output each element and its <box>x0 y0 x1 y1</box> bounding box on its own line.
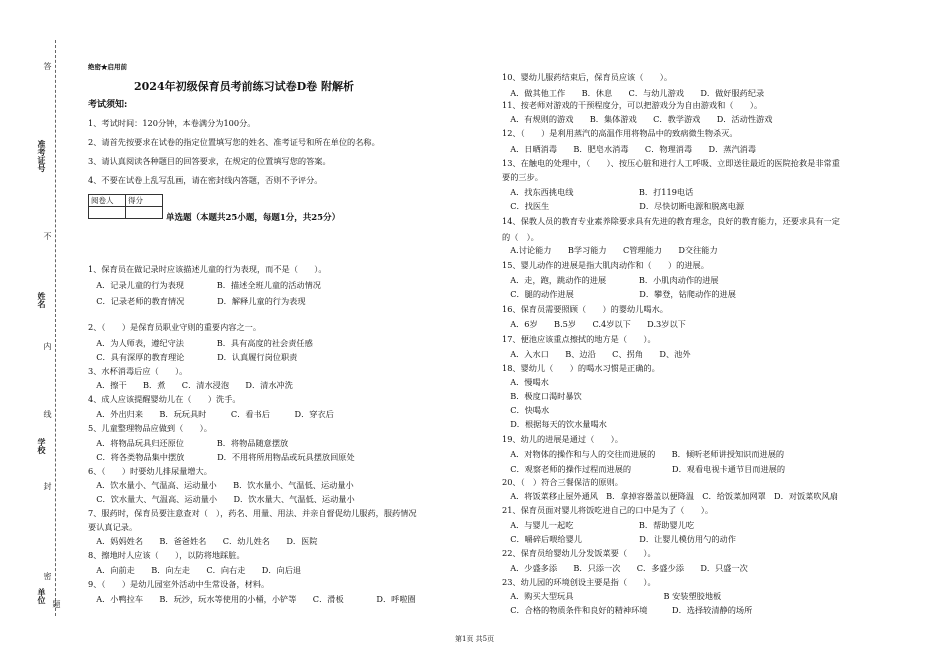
question-line: 18、婴幼儿（ ）的喝水习惯是正确的。 <box>502 363 660 373</box>
question-line: A．有规则的游戏 B．集体游戏 C．教学游戏 D．活动性游戏 <box>502 114 773 124</box>
question-line: 20、（ ）符合三餐保洁的原则。 <box>502 477 623 487</box>
question-line: A．找东西挑电线 B．打119电话 <box>502 187 694 197</box>
question-line: 11、按老师对游戏的干预程度分，可以把游戏分为自由游戏和（ ）。 <box>502 100 763 110</box>
question-line: A．少盛多添 B．只添一次 C．多盛少添 D．只盛一次 <box>502 563 748 573</box>
question-line: 9、（ ）是幼儿园室外活动中生常设备，材料。 <box>88 579 270 589</box>
question-line: C．具有深厚的教育理论 D．认真履行岗位职责 <box>88 352 298 362</box>
question-line: B．极度口渴时暴饮 <box>502 391 582 401</box>
grading-table <box>88 194 163 219</box>
question-line: 12、（ ）是利用蒸汽的高温作用将物品中的致病微生物杀灭。 <box>502 128 738 138</box>
page-footer: 第1页 共5页 <box>455 635 495 643</box>
question-line: A．与婴儿一起吃 B．帮助婴儿吃 <box>502 520 695 530</box>
secret-label: 绝密★启用前 <box>88 63 127 71</box>
question-line: 14、保教人员的教育专业素养除要求具有先进的教育理念，良好的教育能力，还要求具有一定 <box>502 216 840 226</box>
question-line: 16、保育员需要照顾（ ）的婴幼儿喝水。 <box>502 304 668 314</box>
unit-label: 单位 <box>37 588 47 604</box>
notice-item: 1、考试时间：120分钟，本卷满分为100分。 <box>88 118 256 128</box>
notice-item: 4、不要在试卷上乱写乱画，请在密封线内答题，否则不予评分。 <box>88 175 323 185</box>
question-line: 要的三步。 <box>502 172 543 182</box>
question-line: A．入水口 B、边沿 C、拐角 D、池外 <box>502 349 691 359</box>
question-line: 6、（ ）时要幼儿排尿量增大。 <box>88 466 212 476</box>
question-line: A．妈妈姓名 B．爸爸姓名 C．幼儿姓名 D．医院 <box>88 536 318 546</box>
section-title: 单选题（本题共25小题，每题1分，共25分） <box>166 213 341 223</box>
question-line: A.讨论能力 B学习能力 C管理能力 D交往能力 <box>502 245 718 255</box>
question-line: A．擦干 B．煮 C．清水浸泡 D．清水冲洗 <box>88 380 293 390</box>
question-line: C．腿的动作进展 D．攀登，钻爬动作的进展 <box>502 289 736 299</box>
question-line: 4、成人应该提醒婴幼儿在（ ）洗手。 <box>88 394 241 404</box>
question-line: A．将物品玩具归还原位 B．将物品随意摆放 <box>88 438 289 448</box>
question-line: A．饮水量小、气温高、运动量小 B．饮水量小、气温低、运动量小 <box>88 480 354 490</box>
notice-item: 2、请首先按要求在试卷的指定位置填写您的姓名、准考证号和所在单位的名称。 <box>88 137 380 147</box>
question-line: A．日晒消毒 B．肥皂水消毒 C．物理消毒 D．蒸汽消毒 <box>502 144 757 154</box>
grader-blank <box>89 207 126 219</box>
question-line: A．购买大型玩具 B 安装塑胶地板 <box>502 591 722 601</box>
question-line: C．快喝水 <box>502 405 550 415</box>
question-line: 19、幼儿的进展是通过（ ）。 <box>502 434 623 444</box>
question-line: C．嚼碎后喂给婴儿 D．让婴儿模仿用勺的动作 <box>502 534 736 544</box>
question-line: 要认真记录。 <box>88 522 138 532</box>
notice-item: 3、请认真阅读各种题目的回答要求，在规定的位置填写您的答案。 <box>88 156 331 166</box>
district-label: 题 <box>52 600 61 608</box>
question-line: C．将各类物品集中摆放 D．不用将所用物品或玩具摆放回原处 <box>88 452 355 462</box>
question-line: A．走，跑，跳动作的进展 B．小肌肉动作的进展 <box>502 275 719 285</box>
name-label: 姓名 <box>37 292 47 308</box>
question-line: 5、儿童整理物品应做到（ ）。 <box>88 423 212 433</box>
question-line: 22、保育员给婴幼儿分发饭菜要（ ）。 <box>502 548 656 558</box>
question-line: C．找医生 D．尽快切断电源和脱离电源 <box>502 201 745 211</box>
question-line: 13、在触电的处理中，（ ）、按压心脏和进行人工呼吸、立即送往最近的医院抢救是非常重 <box>502 158 840 168</box>
seal-char: 封 <box>43 482 52 490</box>
question-line: 17、便池应该重点擦拭的地方是（ ）。 <box>502 334 656 344</box>
seal-char: 内 <box>43 342 52 350</box>
question-line: C．饮水量大、气温高、运动量小 D．饮水量大、气温低、运动量小 <box>88 494 355 504</box>
grader-cell: 阅卷人 <box>89 195 126 207</box>
question-line: C．记录老师的教育情况 D．解释儿童的行为表现 <box>88 296 306 306</box>
question-line: 15、婴儿动作的进展是指大肌肉动作和（ ）的进展。 <box>502 260 709 270</box>
school-label: 学校 <box>37 438 47 454</box>
question-line: 10、婴幼儿服药结束后，保育员应该（ ）。 <box>502 72 673 82</box>
question-line: A．将饭菜移止屋外通风 B．拿掉容器盖以便降温 C．给饭菜加网罩 D．对饭菜吹风扇 <box>502 491 838 501</box>
seal-char: 密 <box>43 572 52 580</box>
page-title: 2024年初级保育员考前练习试卷D卷 附解析 <box>134 80 354 93</box>
question-line: 8、擦地时人应该（ ），以防将地踩脏。 <box>88 550 245 560</box>
question-line: 7、服药时，保育员要注意查对（ ），药名、用量、用法、并亲自督促幼儿服药，服药情况 <box>88 508 417 518</box>
score-cell: 得分 <box>126 195 163 207</box>
question-line: C．观察老师的操作过程而进展的 D．观看电视卡通节目而进展的 <box>502 464 786 474</box>
question-line: A．慢喝水 <box>502 377 549 387</box>
score-blank <box>126 207 163 219</box>
exam-number-label: 准考证号 <box>37 140 47 172</box>
notice-title: 考试须知: <box>88 100 128 110</box>
question-line: A．6岁 B.5岁 C.4岁以下 D.3岁以下 <box>502 319 686 329</box>
question-line: 21、保育员面对婴儿将饭吃进自己的口中是为了（ ）。 <box>502 505 714 515</box>
question-line: A．对物体的操作和与人的交往而进展的 B．倾听老师讲授知识而进展的 <box>502 449 785 459</box>
question-line: 1、保育员在做记录时应该描述儿童的行为表现，而不是（ ）。 <box>88 264 327 274</box>
question-line: 2、（ ）是保育员职业守则的重要内容之一。 <box>88 322 262 332</box>
seal-char: 答 <box>43 62 52 70</box>
question-line: A．外出归来 B．玩玩具时 C．看书后 D．穿衣后 <box>88 409 334 419</box>
seal-char: 线 <box>43 410 52 418</box>
question-line: A．做其他工作 B．休息 C．与幼儿游戏 D．做好服药纪录 <box>502 88 765 98</box>
question-line: 3、水杯消毒后应（ ）。 <box>88 366 188 376</box>
question-line: D．根据每天的饮水量喝水 <box>502 419 607 429</box>
question-line: C．合格的物质条件和良好的精神环境 D．选择较清静的场所 <box>502 605 753 615</box>
question-line: A．向前走 B．向左走 C．向右走 D．向后退 <box>88 565 302 575</box>
question-line: A．小鸭拉车 B．玩沙，玩水等使用的小桶，小铲等 C．滑板 D．呼啦圈 <box>88 594 416 604</box>
question-line: A．为人师表，遵纪守法 B．具有高度的社会责任感 <box>88 338 313 348</box>
question-line: 23、幼儿园的环境创设主要是指（ ）。 <box>502 577 656 587</box>
seal-char: 不 <box>43 232 52 240</box>
binding-line <box>55 40 56 616</box>
question-line: A．记录儿童的行为表现 B．描述全班儿童的活动情况 <box>88 280 321 290</box>
question-line: 的（ ）。 <box>502 232 539 242</box>
